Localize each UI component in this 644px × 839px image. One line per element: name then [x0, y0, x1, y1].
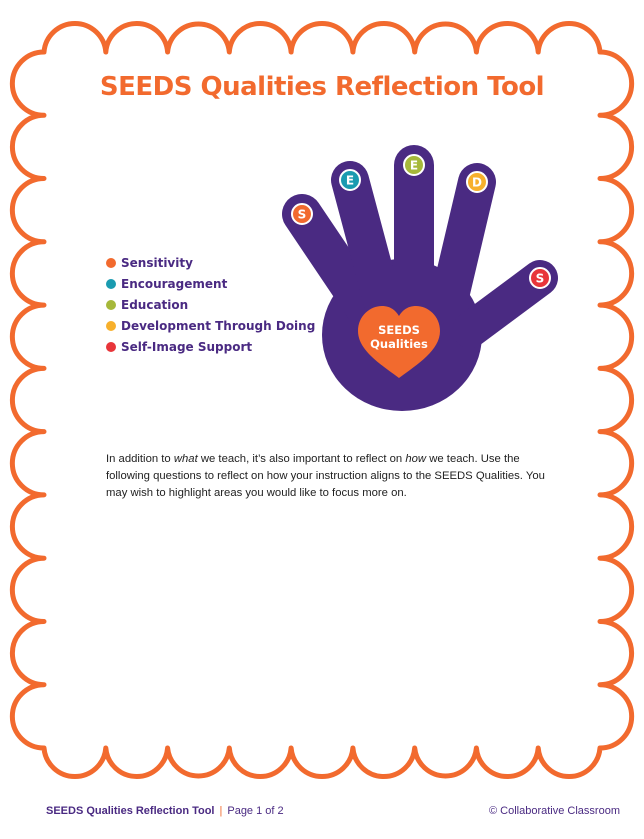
legend-item [106, 294, 315, 315]
page-title: SEEDS Qualities Reflection Tool [99, 72, 545, 102]
intro-text: we teach. Use the following questions to reflect on how your instruction aligns to the SEEDS Qualities. You may wish to highlight areas you would like to focus more on. [106, 453, 545, 499]
intro-emphasis: what [173, 453, 198, 465]
legend-dot-icon [106, 342, 116, 352]
footer-title: SEEDS Qualities Reflection Tool [46, 805, 215, 817]
intro-text: we teach, it’s also important to reflect on [197, 453, 406, 465]
legend-item [106, 273, 315, 294]
intro-emphasis: how [405, 453, 427, 465]
legend-dot-icon [106, 258, 116, 268]
legend-item [106, 315, 315, 336]
intro-text: In addition to [106, 453, 174, 465]
page-footer [46, 805, 620, 821]
legend-label: Encouragement [121, 276, 228, 291]
fingertip-letter: S [297, 207, 307, 222]
legend-item [106, 336, 315, 357]
fingertip-letter: E [345, 173, 355, 188]
hand-icon [302, 165, 540, 411]
seeds-legend [106, 252, 315, 357]
footer-page-number: Page 1 of 2 [227, 805, 284, 817]
heart-label-line1: SEEDS [378, 323, 420, 337]
legend-label: Sensitivity [121, 255, 193, 270]
fingertip-letter: S [535, 271, 545, 286]
footer-separator: | [219, 805, 223, 817]
legend-dot-icon [106, 300, 116, 310]
fingertip-letter: E [409, 158, 419, 173]
legend-label: Development Through Doing [121, 318, 316, 333]
legend-dot-icon [106, 321, 116, 331]
legend-label: Education [121, 297, 189, 312]
heart-label-line2: Qualities [370, 337, 428, 351]
fingertip-letter: D [472, 175, 482, 190]
legend-label: Self-Image Support [121, 339, 253, 354]
footer-copyright: © Collaborative Classroom [489, 805, 620, 817]
intro-paragraph [106, 451, 556, 502]
legend-dot-icon [106, 279, 116, 289]
legend-item [106, 252, 315, 273]
